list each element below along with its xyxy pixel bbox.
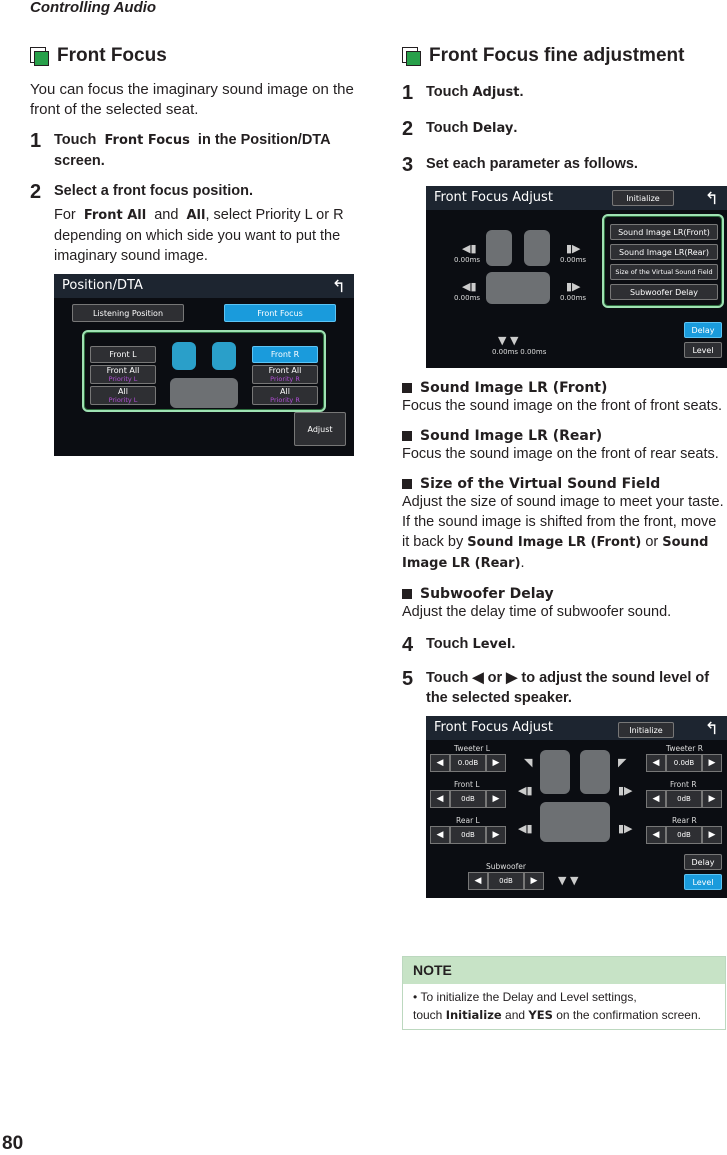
param-item: Size of the Virtual Sound Field Adjust the size of sound image to meet your taste. If the sound image is shifted from the front, move it back by Sound Image LR (Front) or Sound Image LR (Rear). (402, 476, 724, 571)
channel-label: Tweeter R (666, 744, 703, 753)
seat-front-left (540, 750, 570, 794)
level-tab[interactable]: Level (684, 874, 722, 890)
param-item: Sound Image LR (Rear) Focus the sound image on the front of rear seats. (402, 428, 719, 462)
running-header: Controlling Audio (30, 0, 157, 16)
section-title (402, 44, 727, 68)
decrease-button[interactable]: ◀ (430, 754, 450, 772)
decrease-button[interactable]: ◀ (430, 790, 450, 808)
speaker-icon: ◀▮ (462, 280, 477, 293)
decrease-button[interactable]: ◀ (646, 754, 666, 772)
all-left-button[interactable]: All Priority L (90, 386, 156, 405)
increase-button[interactable]: ▶ (524, 872, 544, 890)
tab-front-focus[interactable]: Front Focus (224, 304, 336, 322)
adjust-button[interactable]: Adjust (294, 412, 346, 446)
level-value: 0dB (450, 826, 486, 844)
channel-label: Front R (670, 780, 697, 789)
increase-button[interactable]: ▶ (702, 754, 722, 772)
sound-image-lr-front-button[interactable]: Sound Image LR(Front) (610, 224, 718, 240)
section-title (30, 44, 355, 68)
step-text: Touch Front Focus in the Position/DTA screen. (54, 132, 331, 169)
param-item: Sound Image LR (Front) Focus the sound image on the front of front seats. (402, 380, 722, 414)
level-value: 0dB (666, 826, 702, 844)
channel-label: Front L (454, 780, 480, 789)
speaker-icon: ▮▶ (566, 242, 581, 255)
bullet-square-icon (402, 589, 412, 599)
seat-front-right (524, 230, 550, 266)
channel-label: Tweeter L (454, 744, 490, 753)
step-2 (402, 118, 727, 140)
delay-tab[interactable]: Delay (684, 854, 722, 870)
speaker-icon: ◀▮ (518, 784, 533, 797)
delay-value: 0.00ms (454, 294, 481, 302)
note-box (402, 956, 726, 1030)
seat-rear (486, 272, 550, 304)
channel-label: Rear L (456, 816, 480, 825)
note-text: • To initialize the Delay and Level settings, touch Initialize and YES on the confirmation screen. (413, 990, 701, 1022)
step-text: Select a front focus position. For Front All and All, select Priority L or R depending on which side you want to put the imaginary sound image. (54, 183, 344, 264)
increase-button[interactable]: ▶ (702, 826, 722, 844)
tweeter-icon: ◥ (524, 756, 533, 769)
seat-front-right (212, 342, 236, 370)
screen-title: Front Focus Adjust (434, 720, 553, 735)
step-1 (30, 130, 355, 171)
front-focus-adjust-level-screen (426, 716, 727, 898)
all-right-button[interactable]: All Priority R (252, 386, 318, 405)
step-text: Touch ◀ or ▶ to adjust the sound level of the selected speaker. (426, 670, 710, 706)
left-arrow-icon: ◀ (472, 670, 484, 686)
level-value: 0.0dB (450, 754, 486, 772)
step-number: 5 (402, 668, 414, 690)
initialize-button[interactable]: Initialize (612, 190, 674, 206)
increase-button[interactable]: ▶ (702, 790, 722, 808)
level-value: 0dB (666, 790, 702, 808)
seat-front-right (580, 750, 610, 794)
increase-button[interactable]: ▶ (486, 790, 506, 808)
section-title-text: Front Focus (57, 45, 167, 66)
step-number: 1 (402, 82, 414, 104)
section-title-text: Front Focus fine adjustment (429, 45, 685, 66)
virtual-sound-field-button[interactable]: Size of the Virtual Sound Field (610, 264, 718, 280)
right-arrow-icon: ▶ (506, 670, 518, 686)
level-value: 0.0dB (666, 754, 702, 772)
step-5 (402, 668, 727, 708)
bullet-square-icon (402, 431, 412, 441)
step-1 (402, 82, 727, 104)
front-focus-adjust-delay-screen (426, 186, 727, 368)
subwoofer-delay-button[interactable]: Subwoofer Delay (610, 284, 718, 300)
section-icon (30, 47, 49, 66)
level-value: 0dB (488, 872, 524, 890)
step-3 (402, 154, 727, 176)
decrease-button[interactable]: ◀ (430, 826, 450, 844)
delay-value: 0.00ms (560, 256, 587, 264)
step-number: 1 (30, 130, 42, 152)
step-number: 3 (402, 154, 414, 176)
step-text: Touch Adjust. (426, 84, 524, 100)
seat-rear (540, 802, 610, 842)
tab-listening-position[interactable]: Listening Position (72, 304, 184, 322)
step-2 (30, 181, 355, 266)
seat-front-left (486, 230, 512, 266)
step-text: Set each parameter as follows. (426, 156, 638, 172)
channel-label: Rear R (672, 816, 697, 825)
note-heading: NOTE (403, 957, 725, 984)
back-icon[interactable]: ↰ (331, 277, 346, 297)
delay-value: 0.00ms (560, 294, 587, 302)
speaker-icon: ▮▶ (618, 784, 633, 797)
speaker-icon: ◀▮ (518, 822, 533, 835)
page-number: 80 (2, 1133, 24, 1154)
step-text: Touch Level. (426, 636, 516, 652)
increase-button[interactable]: ▶ (486, 826, 506, 844)
decrease-button[interactable]: ◀ (646, 826, 666, 844)
step-4 (402, 634, 727, 656)
level-tab[interactable]: Level (684, 342, 722, 358)
front-all-right-button[interactable]: Front All Priority R (252, 365, 318, 384)
step-number: 4 (402, 634, 414, 656)
front-r-button[interactable]: Front R (252, 346, 318, 363)
step-number: 2 (30, 181, 42, 203)
delay-value: 0.00ms (454, 256, 481, 264)
increase-button[interactable]: ▶ (486, 754, 506, 772)
param-item: Subwoofer Delay Adjust the delay time of subwoofer sound. (402, 586, 672, 620)
step-text: Touch Delay. (426, 120, 518, 136)
decrease-button[interactable]: ◀ (468, 872, 488, 890)
speaker-icon: ◀▮ (462, 242, 477, 255)
front-all-left-button[interactable]: Front All Priority L (90, 365, 156, 384)
level-value: 0dB (450, 790, 486, 808)
back-icon[interactable]: ↰ (704, 189, 719, 209)
screen-title: Position/DTA (62, 278, 143, 293)
front-focus-section (30, 44, 355, 456)
subwoofer-icon: ▼ ▼ (498, 334, 519, 347)
front-l-button[interactable]: Front L (90, 346, 156, 363)
speaker-icon: ▮▶ (618, 822, 633, 835)
delay-tab[interactable]: Delay (684, 322, 722, 338)
seat-front-left (172, 342, 196, 370)
subwoofer-icon: ▼ ▼ (558, 874, 579, 887)
position-dta-screen (54, 274, 354, 456)
bullet-square-icon (402, 479, 412, 489)
sound-image-lr-rear-button[interactable]: Sound Image LR(Rear) (610, 244, 718, 260)
channel-label: Subwoofer (486, 862, 526, 871)
parameter-list (402, 380, 727, 622)
back-icon[interactable]: ↰ (704, 719, 719, 739)
tweeter-icon: ◤ (618, 756, 627, 769)
bullet-square-icon (402, 383, 412, 393)
seat-rear (170, 378, 238, 408)
initialize-button[interactable]: Initialize (618, 722, 674, 738)
keyword-front-focus: Front Focus (104, 133, 190, 148)
decrease-button[interactable]: ◀ (646, 790, 666, 808)
step-number: 2 (402, 118, 414, 140)
intro-text: You can focus the imaginary sound image on the front of the selected seat. (30, 81, 354, 118)
subwoofer-delay-values: 0.00ms 0.00ms (492, 348, 547, 356)
speaker-icon: ▮▶ (566, 280, 581, 293)
screen-title: Front Focus Adjust (434, 190, 553, 205)
fine-adjustment-section (402, 44, 727, 898)
section-icon (402, 47, 421, 66)
